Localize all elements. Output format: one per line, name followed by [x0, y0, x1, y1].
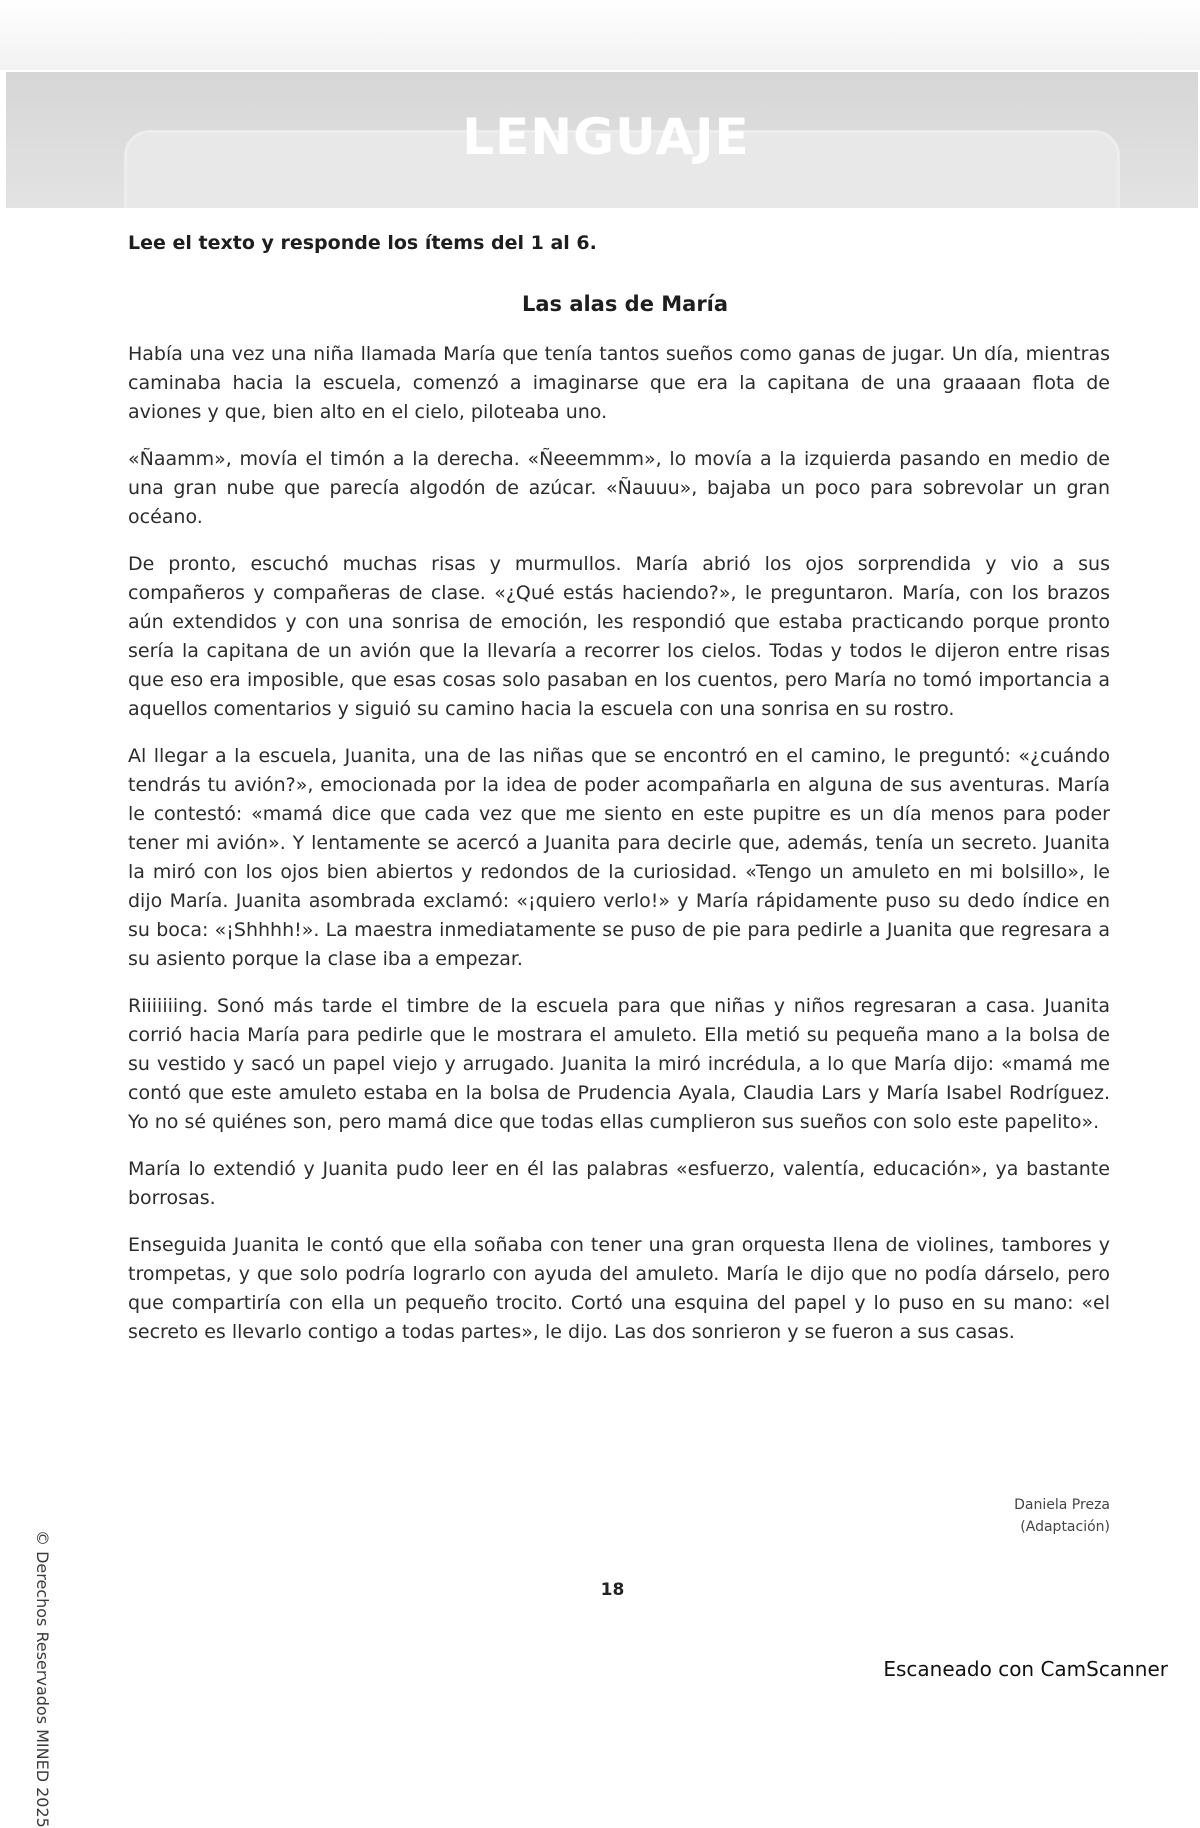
attribution [1014, 1494, 1110, 1538]
section-header-band [6, 72, 1198, 208]
story-paragraph: María lo extendió y Juanita pudo leer en él las palabras «esfuerzo, valentía, educación», ya bastante borrosas. [128, 1158, 1110, 1209]
story-paragraph: Enseguida Juanita le contó que ella soñaba con tener una gran orquesta llena de violines, tambores y trompetas, y que solo podría lograrlo con ayuda del amuleto. María le dijo que no podía dárselo, pero que compartiría con ella un pequeño trocito. Cortó una esquina del papel y lo puso en su mano: «el secreto es llevarlo contigo a todas partes», le dijo. Las dos sonrieron y se fueron a sus casas. [128, 1234, 1110, 1343]
section-title: LENGUAJE [462, 108, 750, 166]
author-note: (Adaptación) [1020, 1519, 1110, 1535]
page-top-edge [0, 0, 1200, 70]
copyright-notice: © Derechos Reservados MINED 2025 [33, 1530, 52, 1828]
author-name: Daniela Preza [1014, 1497, 1110, 1513]
story-title: Las alas de María [521, 292, 729, 316]
scanner-watermark: Escaneado con CamScanner [883, 1657, 1168, 1681]
story-paragraph: De pronto, escuchó muchas risas y murmullos. María abrió los ojos sorprendida y vio a sus compañeros y compañeras de clase. «¿Qué estás haciendo?», le preguntaron. María, con los brazos aún extendidos y con una sonrisa de emoción, les respondió que estaba practicando porque pronto sería la capitana de un avión que la llevaría a recorrer los cielos. Todas y todos le dijeron entre risas que eso era imposible, que esas cosas solo pasaban en los cuentos, pero María no tomó importancia a aquellos comentarios y siguió su camino hacia la escuela con una sonrisa en su rostro. [128, 553, 1110, 720]
instruction-text: Lee el texto y responde los ítems del 1 al 6. [128, 232, 597, 254]
page-number: 18 [600, 1580, 625, 1600]
story-body [128, 340, 1110, 1365]
story-paragraph: Al llegar a la escuela, Juanita, una de las niñas que se encontró en el camino, le preguntó: «¿cuándo tendrás tu avión?», emocionada por la idea de poder acompañarla en alguna de sus aventuras. María le contestó: «mamá dice que cada vez que me siento en este pupitre es un día menos para poder tener mi avión». Y lentamente se acercó a Juanita para decirle que, además, tenía un secreto. Juanita la miró con los ojos bien abiertos y redondos de la curiosidad. «Tengo un amuleto en mi bolsillo», le dijo María. Juanita asombrada exclamó: «¡quiero verlo!» y María rápidamente puso su dedo índice en su boca: «¡Shhhh!». La maestra inmediatamente se puso de pie para pedirle a Juanita que regresara a su asiento porque la clase iba a empezar. [128, 745, 1110, 970]
story-paragraph: «Ñaamm», movía el timón a la derecha. «Ñeeemmm», lo movía a la izquierda pasando en medio de una gran nube que parecía algodón de azúcar. «Ñauuu», bajaba un poco para sobrevolar un gran océano. [128, 448, 1110, 528]
story-paragraph: Había una vez una niña llamada María que tenía tantos sueños como ganas de jugar. Un día, mientras caminaba hacia la escuela, comenzó a imaginarse que era la capitana de una graaaan flota de aviones y que, bien alto en el cielo, piloteaba uno. [128, 343, 1110, 423]
story-paragraph: Riiiiiiing. Sonó más tarde el timbre de la escuela para que niñas y niños regresaran a casa. Juanita corrió hacia María para pedirle que le mostrara el amuleto. Ella metió su pequeña mano a la bolsa de su vestido y sacó un papel viejo y arrugado. Juanita la miró incrédula, a lo que María dijo: «mamá me contó que este amuleto estaba en la bolsa de Prudencia Ayala, Claudia Lars y María Isabel Rodríguez. Yo no sé quiénes son, pero mamá dice que todas ellas cumplieron sus sueños con solo este papelito». [128, 995, 1110, 1133]
